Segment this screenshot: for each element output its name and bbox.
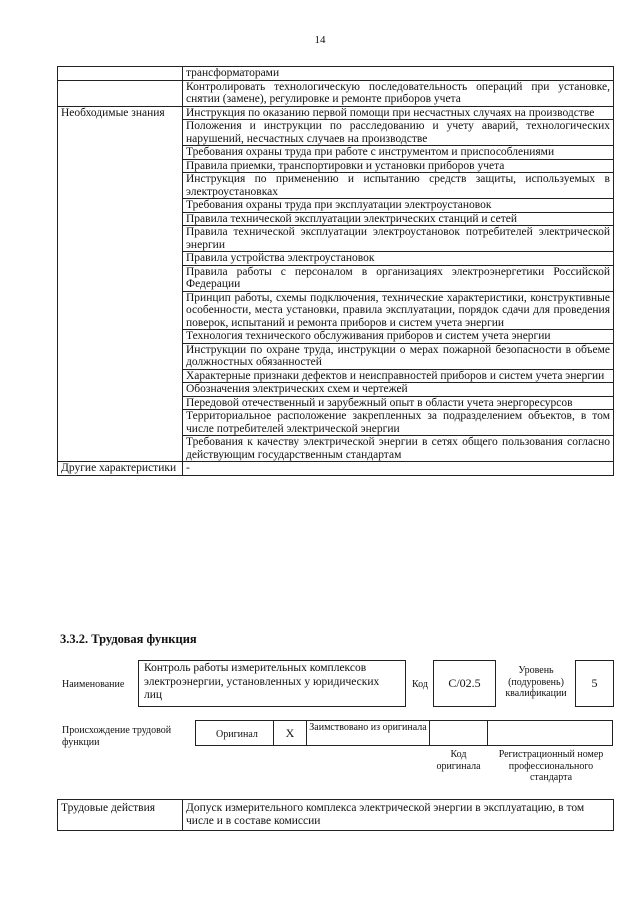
knowledge-item: Инструкция по применению и испытанию средств защиты, используемых в электроустановках <box>183 173 614 199</box>
knowledge-item: Требования охраны труда при эксплуатации электроустановок <box>183 199 614 213</box>
table-cell-text: трансформаторами <box>183 67 614 81</box>
row-label-empty <box>58 67 183 81</box>
labor-actions-label: Трудовые действия <box>58 800 183 831</box>
knowledge-item: Требования охраны труда при работе с инструментом и приспособлениями <box>183 146 614 160</box>
knowledge-item: Инструкции по охране труда, инструкции о мерах пожарной безопасности в объеме должностных обязанностей <box>183 343 614 369</box>
qualification-level-label: Уровень (подуровень) квалификации <box>505 665 567 699</box>
reg-number-caption: Регистрационный номер профессионального стандарта <box>498 749 604 783</box>
labor-actions-table <box>57 799 614 831</box>
original-mark: X <box>285 726 295 740</box>
table-row <box>58 800 614 831</box>
code-label: Код <box>412 679 428 690</box>
table-row <box>58 462 614 476</box>
borrowed-label: Заимствовано из оригинала <box>309 722 427 733</box>
origin-divider <box>487 720 488 746</box>
knowledge-item: Требования к качеству электрической энергии в сетях общего пользования согласно действующим государственным стандартам <box>183 436 614 462</box>
original-label: Оригинал <box>216 729 258 740</box>
labor-actions-text: Допуск измерительного комплекса электрической энергии в эксплуатацию, в том числе и в составе комиссии <box>183 800 614 831</box>
knowledge-item: Территориальное расположение закрепленных за подразделением объектов, в том числе потребителей электрической энергии <box>183 410 614 436</box>
knowledge-item: Правила технической эксплуатации электроустановок потребителей электрической энергии <box>183 226 614 252</box>
code-value: C/02.5 <box>433 660 496 707</box>
other-characteristics-label: Другие характеристики <box>58 462 183 476</box>
function-name-value: Контроль работы измерительных комплексов электроэнергии, установленных у юридических лиц <box>138 660 406 707</box>
knowledge-item: Обозначения электрических схем и чертежей <box>183 383 614 397</box>
competency-table <box>57 66 614 476</box>
naming-label: Наименование <box>62 679 125 690</box>
knowledge-label: Необходимые знания <box>58 106 183 462</box>
knowledge-item: Инструкция по оказанию первой помощи при несчастных случаях на производстве <box>183 106 614 120</box>
table-cell-text: Контролировать технологическую последовательность операций при установке, снятии (замене), регулировке и ремонте приборов учета <box>183 80 614 106</box>
code-original-caption: Код оригинала <box>436 749 481 772</box>
knowledge-item: Правила работы с персоналом в организациях электроэнергетики Российской Федерации <box>183 265 614 291</box>
row-label-empty <box>58 80 183 106</box>
knowledge-item: Передовой отечественный и зарубежный опыт в области учета энергоресурсов <box>183 396 614 410</box>
table-row <box>58 67 614 81</box>
origin-label: Происхождение трудовой функции <box>62 725 172 748</box>
knowledge-item: Правила технической эксплуатации электрических станций и сетей <box>183 212 614 226</box>
knowledge-item: Технология технического обслуживания приборов и систем учета энергии <box>183 330 614 344</box>
origin-divider <box>429 720 430 746</box>
knowledge-item: Правила устройства электроустановок <box>183 252 614 266</box>
knowledge-item: Правила приемки, транспортировки и установки приборов учета <box>183 159 614 173</box>
page-number: 14 <box>314 34 326 46</box>
table-row <box>58 80 614 106</box>
section-heading: 3.3.2. Трудовая функция <box>60 632 197 646</box>
table-row <box>58 106 614 120</box>
knowledge-item: Положения и инструкции по расследованию и учету аварий, технологических нарушений, несчастных случаев на производстве <box>183 120 614 146</box>
knowledge-item: Принцип работы, схемы подключения, технические характеристики, конструктивные особенности, места установки, правила эксплуатации, порядок сдачи для проведения поверок, испытаний и ремонта приборов и систем учета энергии <box>183 291 614 330</box>
knowledge-item: Характерные признаки дефектов и неисправностей приборов и систем учета энергии <box>183 369 614 383</box>
other-characteristics-value: - <box>183 462 614 476</box>
qualification-level-value: 5 <box>575 660 614 707</box>
